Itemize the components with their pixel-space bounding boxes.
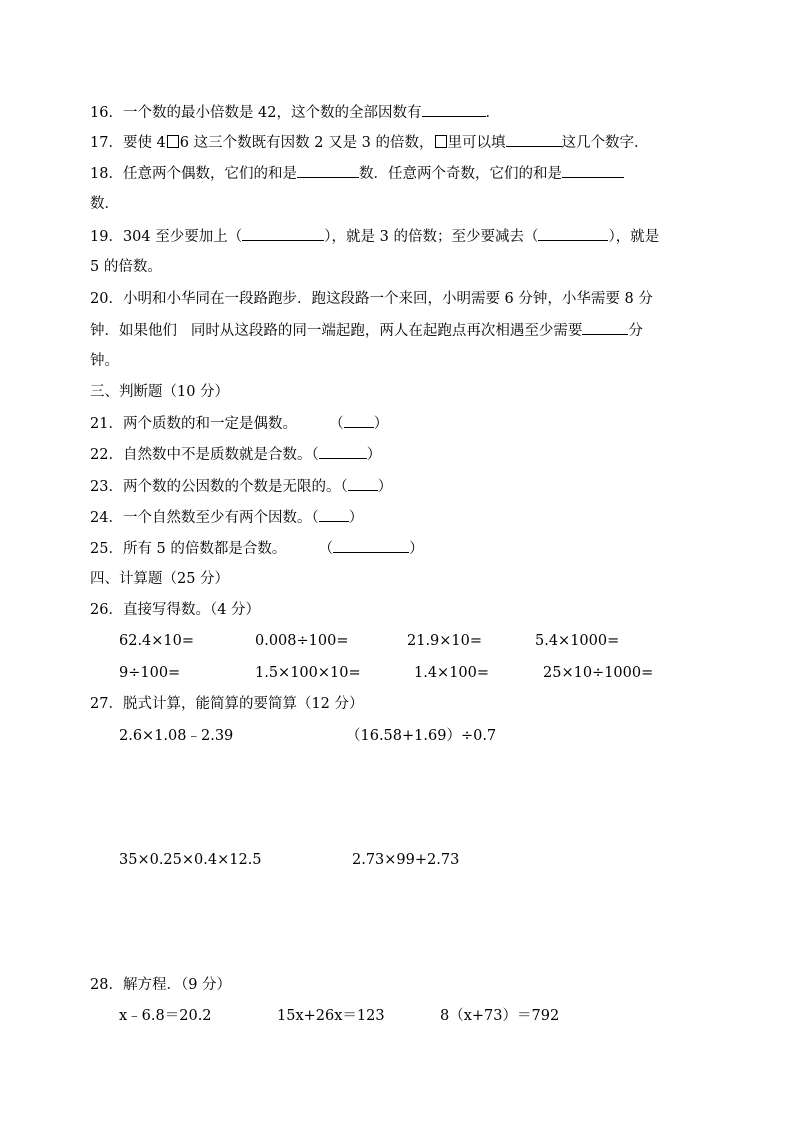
answer-blank[interactable]: [582, 320, 628, 335]
answer-blank[interactable]: [297, 163, 359, 178]
box-placeholder: [167, 135, 179, 148]
question-18-text-b: 数．任意两个奇数，它们的和是: [358, 166, 562, 182]
question-18: [90, 163, 624, 184]
question-17-text-c: 里可以填: [447, 135, 506, 151]
answer-blank[interactable]: [319, 444, 367, 459]
question-22-end: ）: [366, 447, 382, 463]
expression: 35×0.25×0.4×12.5: [119, 852, 262, 868]
question-25-end: ）: [409, 541, 424, 557]
calc-item: 62.4×10=: [119, 633, 195, 649]
equation: x﹣6.8＝20.2: [119, 1008, 212, 1024]
question-19-text-c: ），就是: [608, 229, 660, 245]
calc-item: 9÷100=: [119, 665, 181, 681]
question-17-text-d: 这几个数字．: [561, 135, 649, 151]
calc-item: 25×10÷1000=: [543, 665, 654, 681]
answer-blank[interactable]: [348, 476, 378, 491]
question-24-text: 24．一个自然数至少有两个因数。（: [90, 510, 319, 526]
equation: 8（x+73）＝792: [440, 1008, 560, 1024]
question-25-text: 25．所有 5 的倍数都是合数。 （: [90, 541, 334, 557]
question-19-cont: 5 的倍数。: [90, 259, 162, 275]
answer-blank[interactable]: [422, 102, 486, 117]
question-18-text-a: 18．任意两个偶数，它们的和是: [90, 166, 297, 182]
expression: 2.73×99+2.73: [352, 852, 460, 868]
question-17-text-b: 6 这三个数既有因数 2 又是 3 的倍数，: [179, 135, 434, 151]
calc-item: 5.4×1000=: [535, 633, 620, 649]
question-27-title: 27．脱式计算，能简算的要简算（12 分）: [90, 696, 364, 712]
question-19-text-b: ），就是 3 的倍数；至少要减去（: [324, 229, 539, 245]
calc-item: 21.9×10=: [407, 633, 483, 649]
question-23: [90, 476, 392, 497]
question-17-text-a: 17．要使 4: [90, 135, 166, 151]
question-21-text: 21．两个质数的和一定是偶数。 （: [90, 416, 344, 432]
question-16-text: 16．一个数的最小倍数是 42，这个数的全部因数有: [90, 105, 422, 121]
question-16-end: ．: [485, 105, 501, 121]
question-23-text: 23．两个数的公因数的个数是无限的。（: [90, 479, 348, 495]
question-23-end: ）: [377, 479, 393, 495]
calc-item: 1.4×100=: [414, 665, 490, 681]
answer-blank[interactable]: [344, 413, 374, 428]
question-22-text: 22．自然数中不是质数就是合数。（: [90, 447, 319, 463]
expression: 2.6×1.08﹣2.39: [119, 728, 234, 744]
question-20-line1: 20．小明和小华同在一段路跑步．跑这段路一个来回，小明需要 6 分钟，小华需要 8 分: [90, 291, 653, 307]
question-20-line2: [90, 320, 643, 341]
equation: 15x+26x＝123: [277, 1008, 385, 1024]
question-26-title: 26．直接写得数。（4 分）: [90, 602, 261, 618]
question-19-text-a: 19．304 至少要加上（: [90, 229, 243, 245]
box-placeholder: [435, 135, 447, 148]
question-21: [90, 413, 388, 434]
question-22: [90, 444, 381, 465]
question-25: [90, 538, 424, 559]
answer-blank[interactable]: [562, 163, 624, 178]
question-24: [90, 507, 363, 528]
question-28-title: 28．解方程．（9 分）: [90, 977, 232, 993]
question-24-end: ）: [348, 510, 364, 526]
answer-blank[interactable]: [242, 226, 324, 241]
answer-blank[interactable]: [319, 507, 349, 522]
question-21-end: ）: [373, 416, 389, 432]
question-20-text-a: 钟．如果他们 同时从这段路的同一端起跑，两人在起跑点再次相遇至少需要: [90, 323, 583, 339]
question-18-cont: 数．: [90, 196, 119, 212]
expression: （16.58+1.69）÷0.7: [346, 728, 497, 744]
calc-item: 0.008÷100=: [255, 633, 349, 649]
answer-blank[interactable]: [333, 538, 409, 553]
question-16: [90, 102, 500, 123]
calc-item: 1.5×100×10=: [255, 665, 361, 681]
question-20-text-b: 分: [628, 323, 643, 339]
section-4-heading: 四、计算题（25 分）: [90, 571, 230, 587]
answer-blank[interactable]: [506, 132, 562, 147]
question-17: [90, 132, 649, 153]
question-20-line3: 钟。: [90, 353, 119, 369]
answer-blank[interactable]: [538, 226, 608, 241]
section-3-heading: 三、判断题（10 分）: [90, 384, 230, 400]
question-19: [90, 226, 659, 247]
